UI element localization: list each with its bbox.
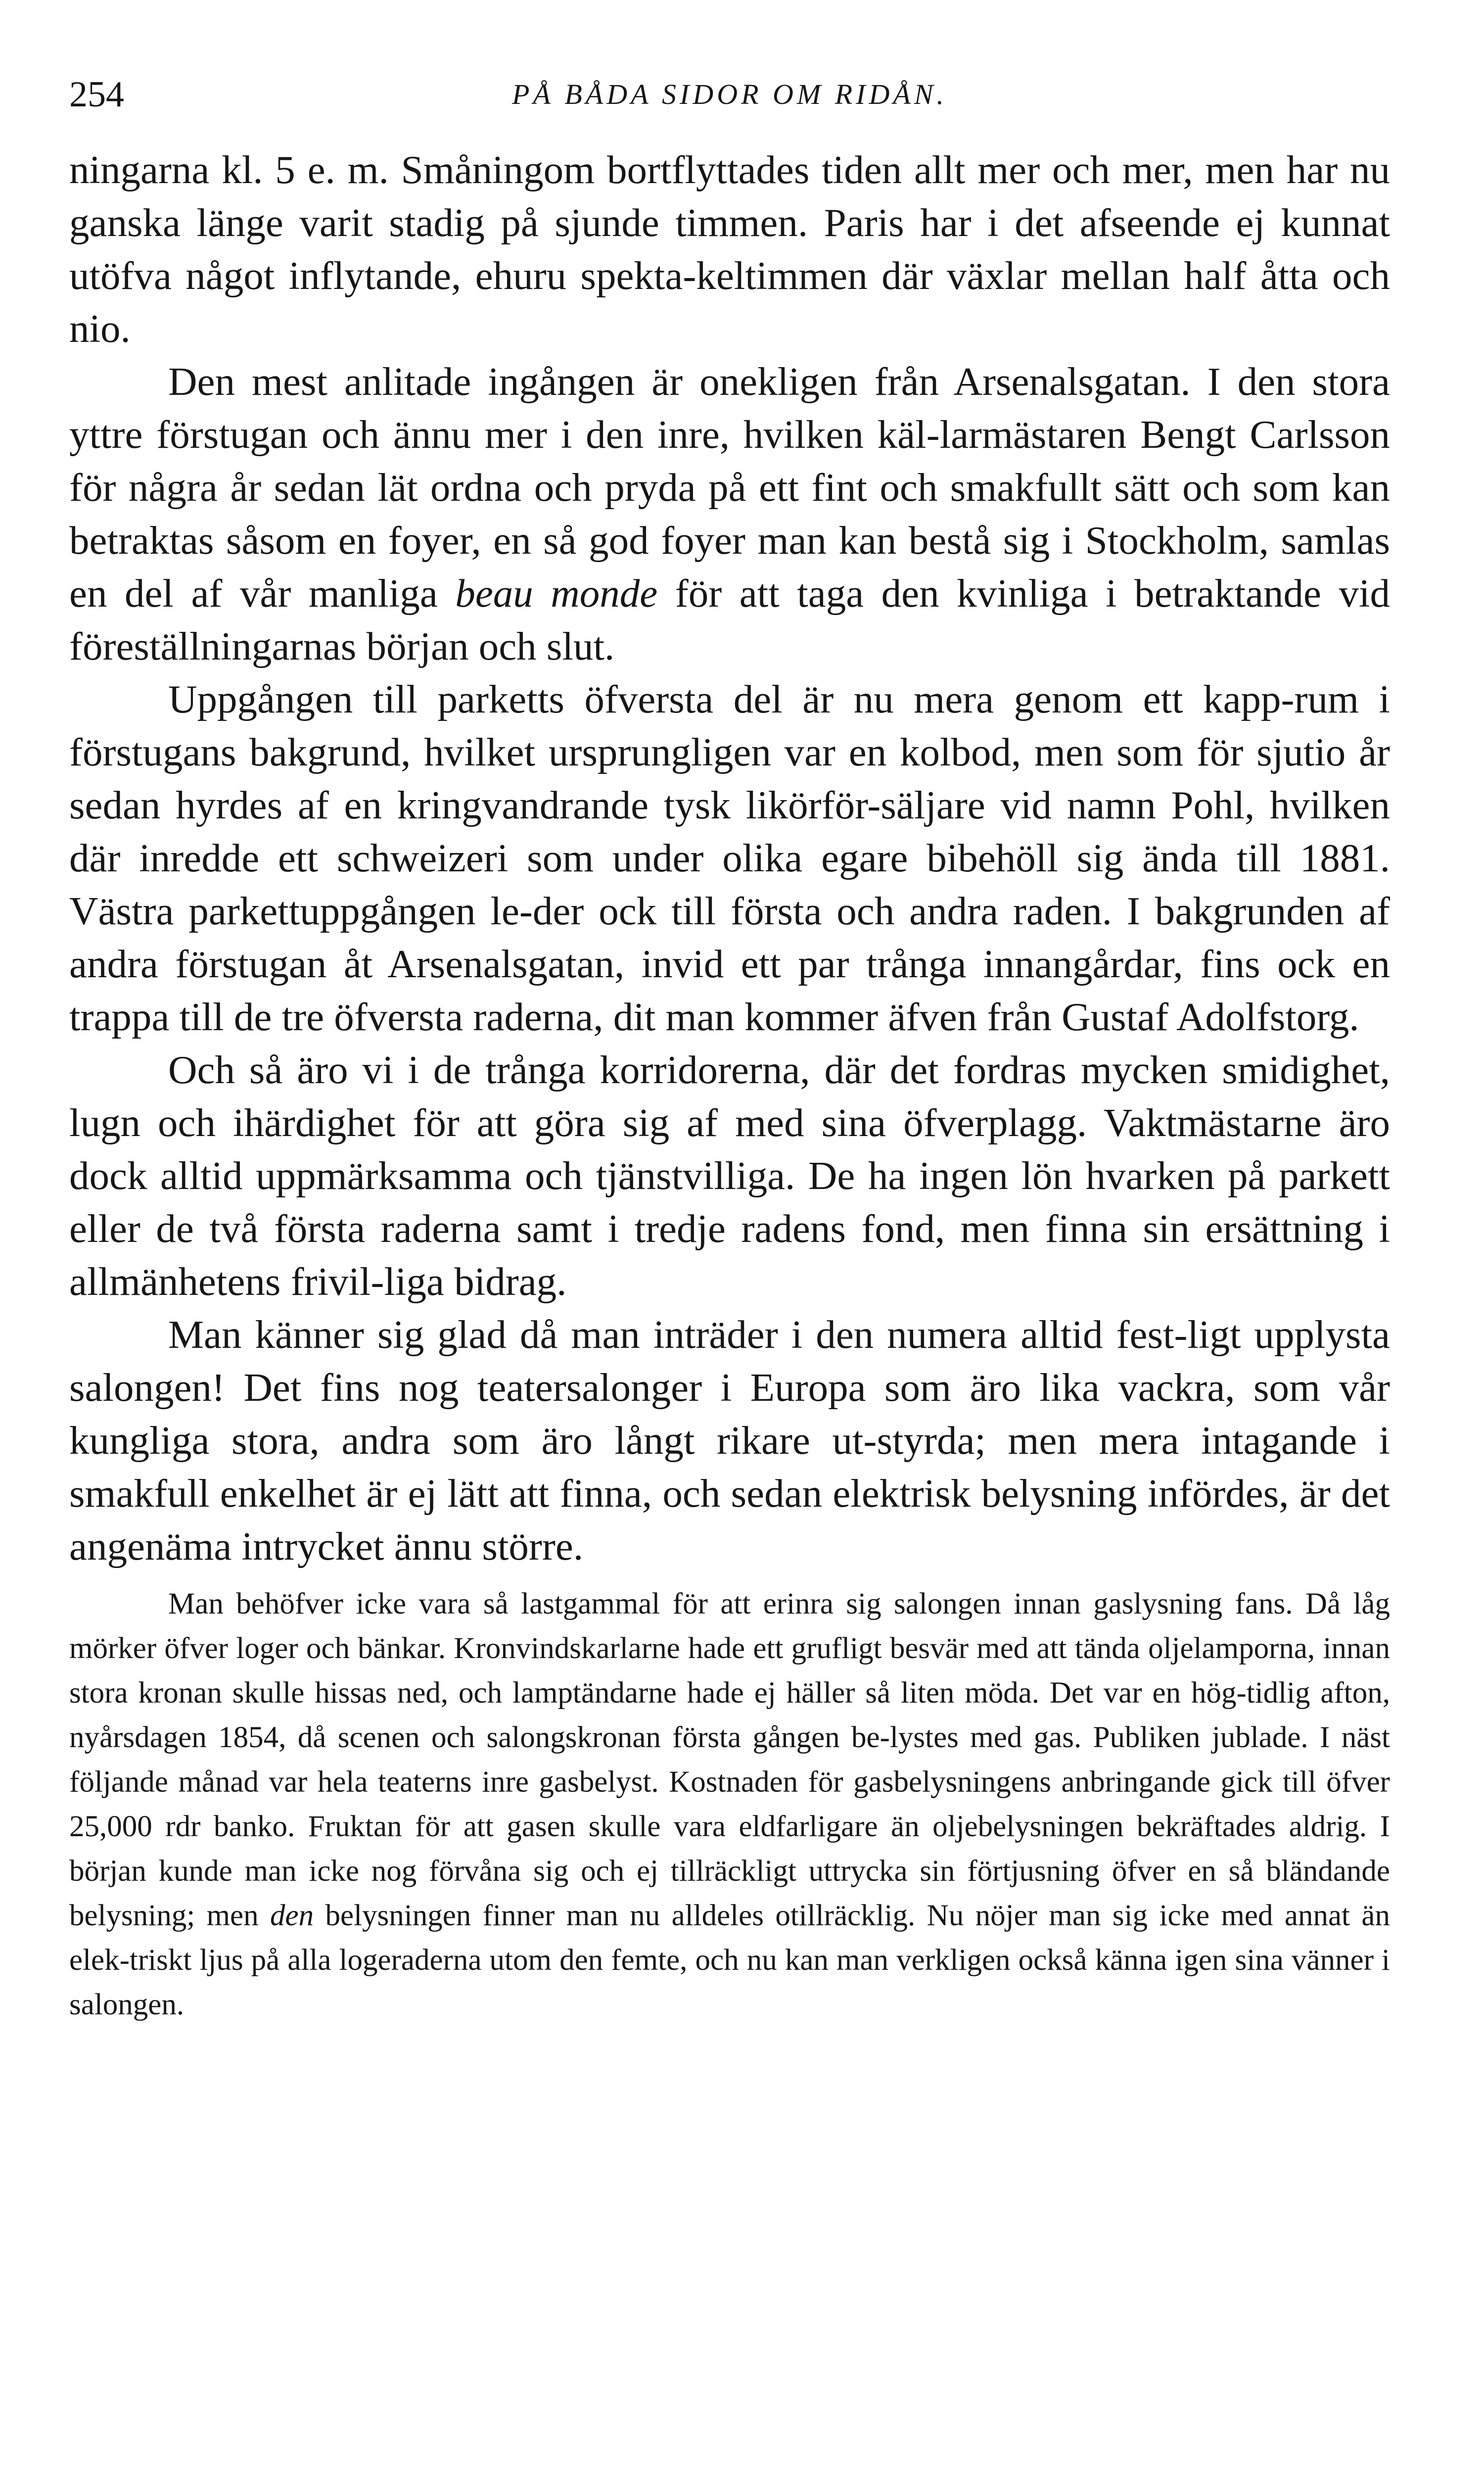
paragraph [69, 673, 1390, 1044]
paragraph-text: Den mest anlitade ingången är onekligen från Arsenalsgatan. I den stora yttre förstugan och ännu mer i den inre, hvilken käl-larmästaren Bengt Carlsson för några år sedan lät ordna och pryda på ett fint och smakfullt sätt och som kan betraktas såsom en foyer, en så god foyer man kan bestå sig i Stockholm, samlas en del af vår manliga [69, 359, 1390, 616]
note-text: belysningen finner man nu alldeles otillräcklig. Nu nöjer man sig icke med annat än elek-triskt ljus på alla logeraderna utom den femte, och nu kan man verkligen också känna igen sina vänner i salongen. [69, 1899, 1390, 2021]
body-text [69, 143, 1390, 2027]
paragraph [69, 1308, 1390, 1573]
page-number: 254 [69, 74, 124, 115]
running-title: PÅ BÅDA SIDOR OM RIDÅN. [512, 78, 947, 110]
italic-phrase: beau monde [455, 571, 658, 616]
paragraph-text: Och så äro vi i de trånga korridorerna, där det fordras mycken smidighet, lugn och ihärdighet för att göra sig af med sina öfverplagg. Vaktmästarne äro dock alltid uppmärksamma och tjänstvilliga. De ha ingen lön hvarken på parkett eller de två första raderna samt i tredje radens fond, men finna sin ersättning i allmänhetens frivil-liga bidrag. [69, 1047, 1390, 1304]
small-print-note [69, 1582, 1390, 2027]
paragraph [69, 143, 1390, 355]
running-head [69, 67, 1390, 122]
paragraph-text: ningarna kl. 5 e. m. Småningom bortflyttades tiden allt mer och mer, men har nu ganska länge varit stadig på sjunde timmen. Paris har i det afseende ej kunnat utöfva något inflytande, ehuru spekta-keltimmen där växlar mellan half åtta och nio. [69, 147, 1390, 351]
paragraph-text: Uppgången till parketts öfversta del är nu mera genom ett kapp-rum i förstugans bakgrund, hvilket ursprungligen var en kolbod, men som för sjutio år sedan hyrdes af en kringvandrande tysk likörför-säljare vid namn Pohl, hvilken där inredde ett schweizeri som under olika egare bibehöll sig ända till 1881. Västra parkettuppgången le-der ock till första och andra raden. I bakgrunden af andra förstugan åt Arsenalsgatan, invid ett par trånga innangårdar, fins ock en trappa till de tre öfversta raderna, dit man kommer äfven från Gustaf Adolfstorg. [69, 677, 1390, 1039]
paragraph-text: för att taga den kvinliga i betraktande vid föreställningarnas början och slut. [69, 571, 1390, 668]
note-text: Man behöfver icke vara så lastgammal för att erinra sig salongen innan gaslysning fans. Då låg mörker öfver loger och bänkar. Kronvindskarlarne hade ett grufligt besvär med att tända oljelamporna, innan stora kronan skulle hissas ned, och lamptändarne hade ej häller så liten möda. Det var en hög-tidlig afton, nyårsdagen 1854, då scenen och salongskronan första gången be-lystes med gas. Publiken jublade. I näst följande månad var hela teaterns inre gasbelyst. Kostnaden för gasbelysningens anbringande gick till öfver 25,000 rdr banko. Fruktan för att gasen skulle vara eldfarligare än oljebelysningen bekräftades aldrig. I början kunde man icke nog förvåna sig och ej tillräckligt uttrycka sin förtjusning öfver en så bländande belysning; men [69, 1587, 1390, 1932]
italic-word: den [270, 1899, 314, 1932]
paragraph [69, 1044, 1390, 1308]
paragraph [69, 355, 1390, 673]
paragraph-text: Man känner sig glad då man inträder i den numera alltid fest-ligt upplysta salongen! Det fins nog teatersalonger i Europa som äro lika vackra, som vår kungliga stora, andra som äro långt rikare ut-styrda; men mera intagande i smakfull enkelhet är ej lätt att finna, och sedan elektrisk belysning infördes, är det angenäma intrycket ännu större. [69, 1312, 1390, 1569]
